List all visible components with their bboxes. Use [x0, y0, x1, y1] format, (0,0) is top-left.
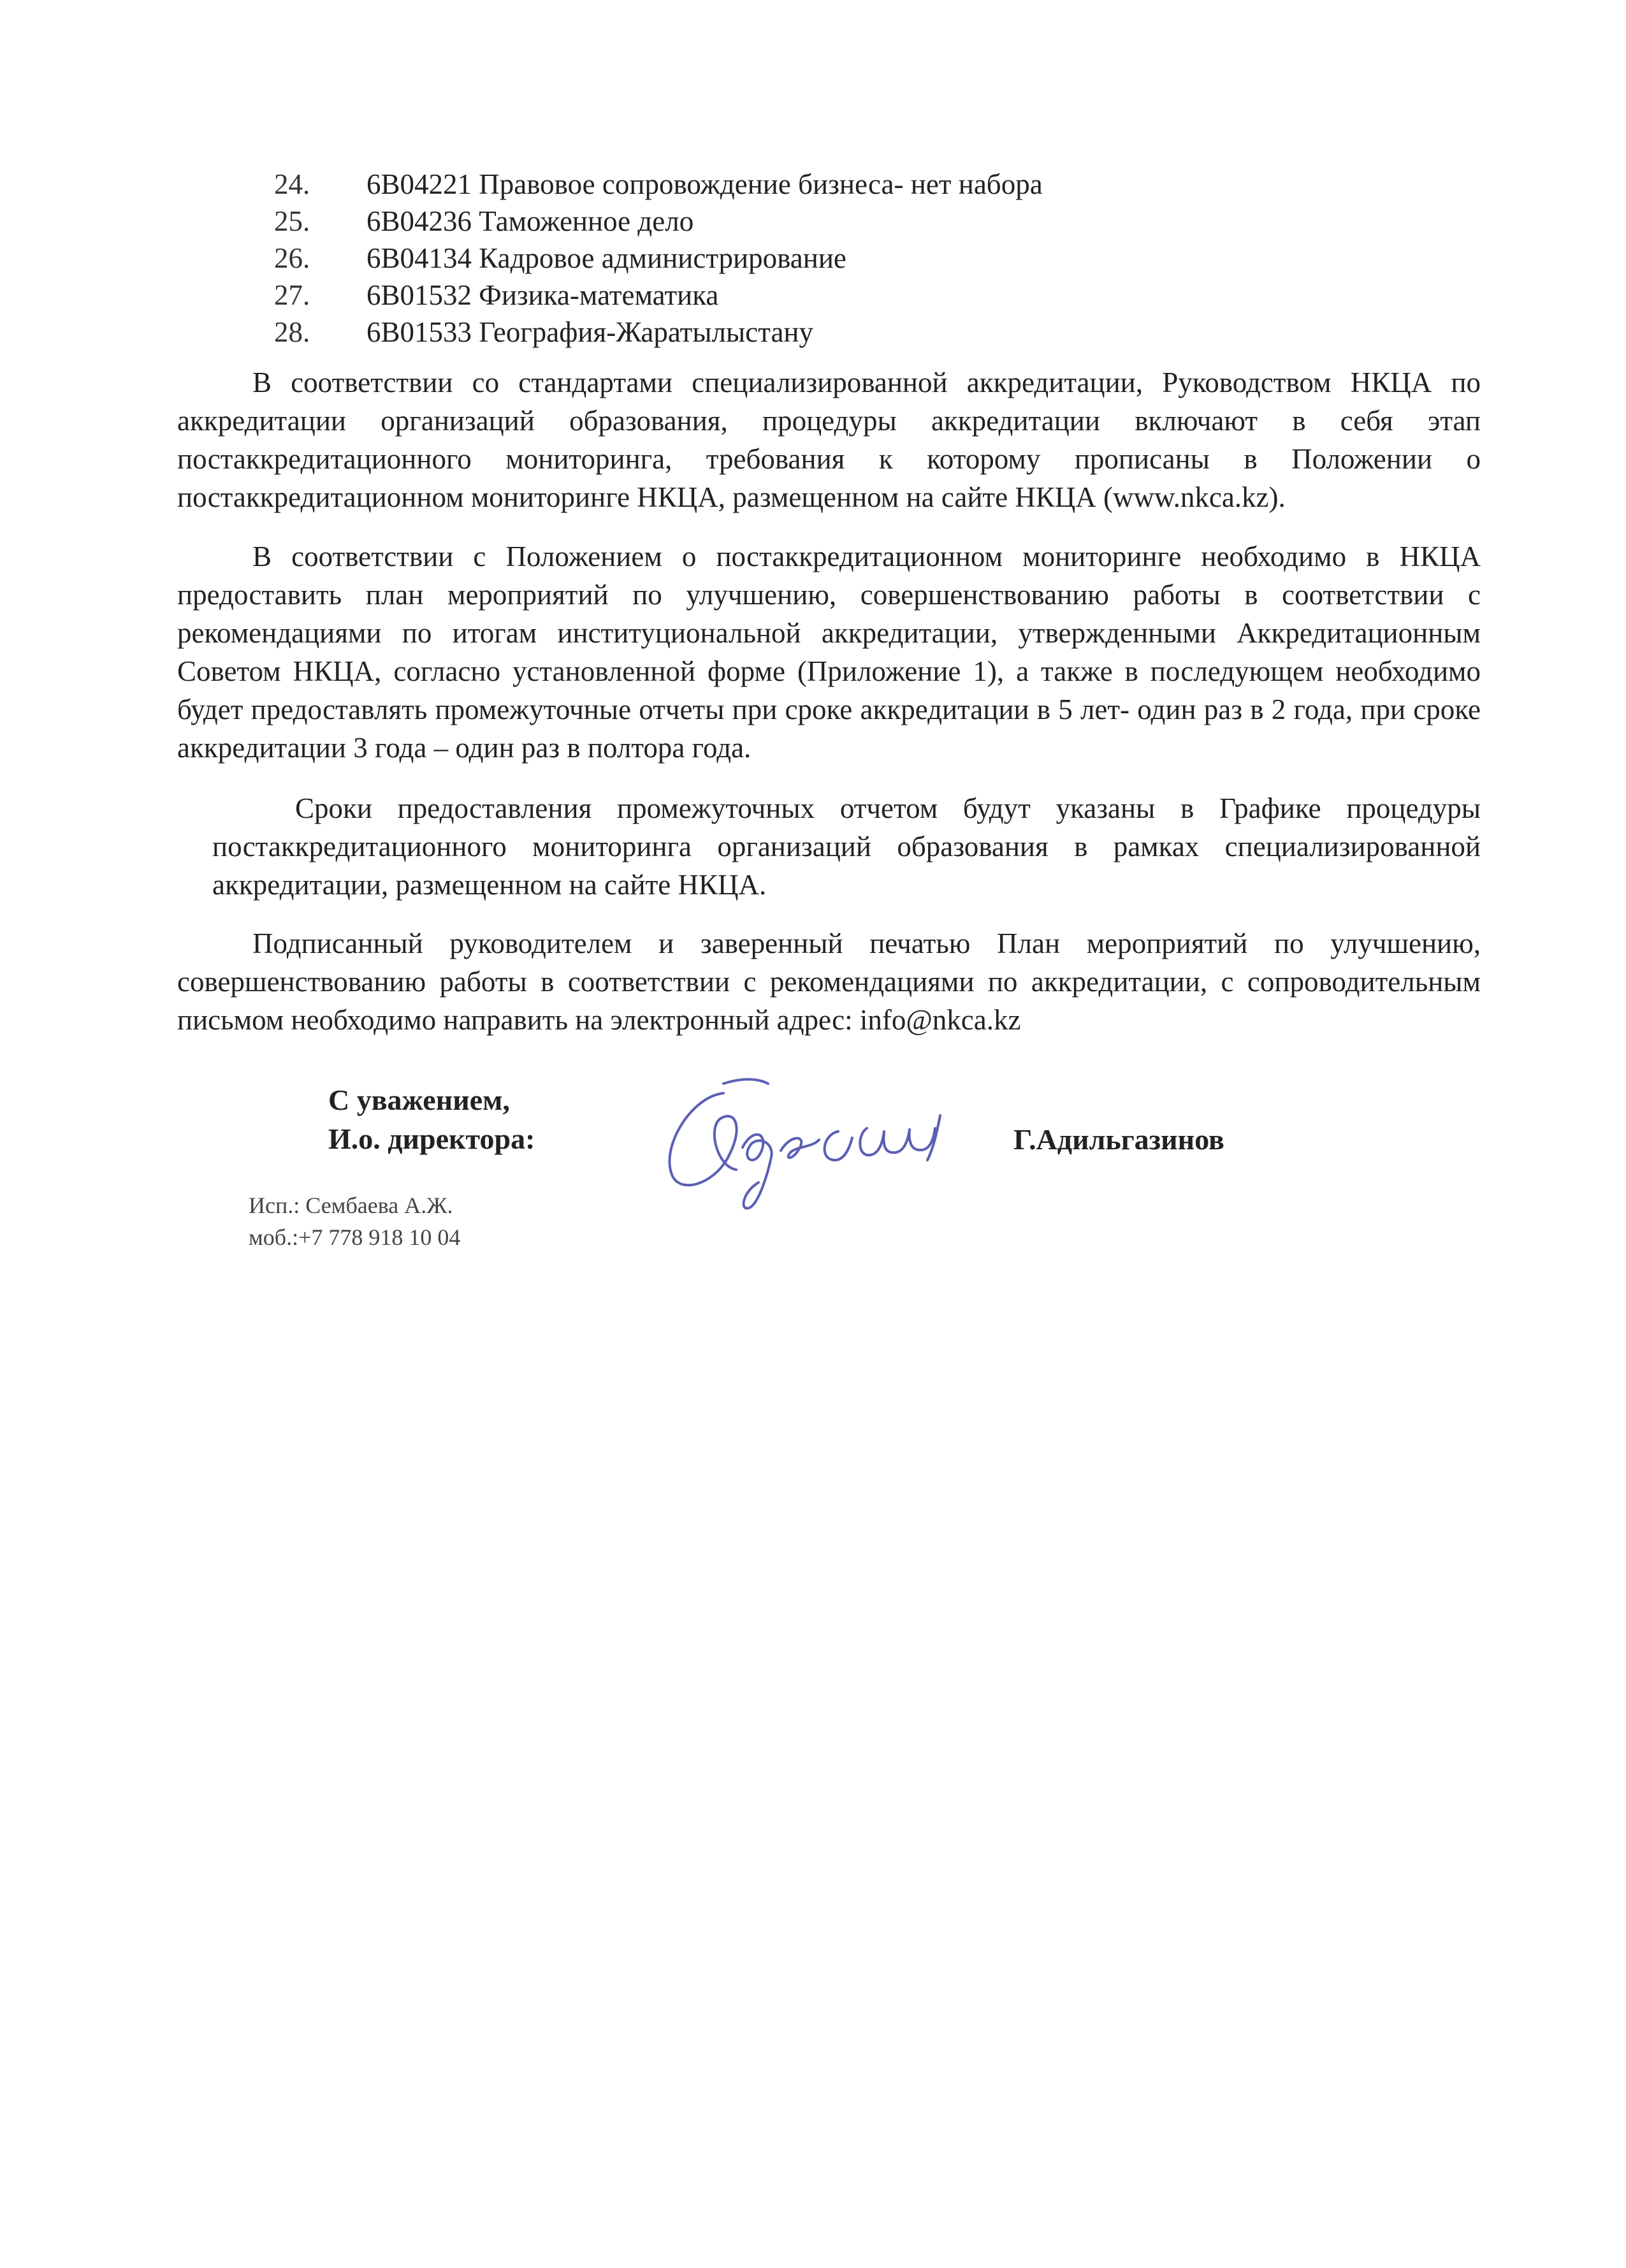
list-item	[274, 314, 1043, 351]
paragraph-standards: В соответствии со стандартами специализированной аккредитации, Руководством НКЦА по аккредитации организаций образования, процедуры аккредитации включают в себя этап постаккредитационного мониторинга, требования к которому прописаны в Положении о постаккредитационном мониторинге НКЦА, размещенном на сайте НКЦА (www.nkca.kz).	[177, 367, 1481, 513]
list-text: 6В01532 Физика-математика	[367, 279, 719, 311]
list-number: 24.	[274, 168, 310, 200]
position-title: И.о. директора:	[328, 1123, 535, 1155]
list-item	[274, 240, 1043, 277]
list-number: 28.	[274, 316, 310, 348]
executor-phone: моб.:+7 778 918 10 04	[249, 1225, 461, 1250]
list-number: 27.	[274, 279, 310, 311]
list-text: 6В04236 Таможенное дело	[367, 205, 694, 237]
executor-name: Исп.: Сембаева А.Ж.	[249, 1193, 453, 1218]
list-text: 6В01533 География-Жаратылыстану	[367, 316, 813, 348]
executor-block	[249, 1189, 460, 1253]
regards-text: С уважением,	[328, 1084, 510, 1116]
closing-block	[328, 1080, 535, 1158]
list-item	[274, 203, 1043, 240]
paragraph-report-deadlines: Сроки предоставления промежуточных отчетом будут указаны в Графике процедуры постаккредитационного мониторинга организаций образования в рамках специализированной аккредитации, размещенном на сайте НКЦА.	[212, 792, 1481, 901]
list-item	[274, 166, 1043, 203]
list-number: 25.	[274, 205, 310, 237]
list-text: 6В04221 Правовое сопровождение бизнеса- нет набора	[367, 168, 1043, 200]
paragraph-monitoring-plan: В соответствии с Положением о постаккредитационном мониторинге необходимо в НКЦА предоставить план мероприятий по улучшению, совершенствованию работы в соответствии с рекомендациями по итогам институциональной аккредитации, утвержденными Аккредитационным Советом НКЦА, согласно установленной форме (Приложение 1), а также в последующем необходимо будет предоставлять промежуточные отчеты при сроке аккредитации в 5 лет- один раз в 2 года, при сроке аккредитации 3 года – один раз в полтора года.	[177, 541, 1481, 764]
list-number: 26.	[274, 242, 310, 274]
list-text: 6В04134 Кадровое администрирование	[367, 242, 846, 274]
paragraph-submission: Подписанный руководителем и заверенный печатью План мероприятий по улучшению, совершенствованию работы в соответствии с рекомендациями по аккредитации, с сопроводительным письмом необходимо направить на электронный адрес: info@nkca.kz	[177, 927, 1481, 1036]
signer-name: Г.Адильгазинов	[1013, 1123, 1224, 1156]
list-item	[274, 277, 1043, 314]
handwritten-signature	[647, 1071, 966, 1218]
program-list	[274, 166, 1043, 351]
